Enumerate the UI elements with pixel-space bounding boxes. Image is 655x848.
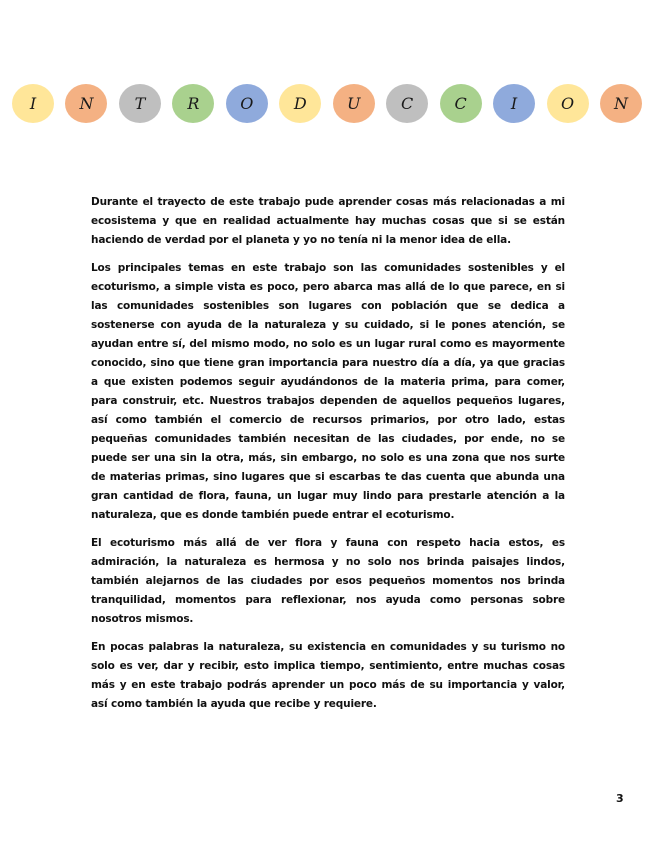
paragraph: El ecoturismo más allá de ver flora y fauna con respeto hacia estos, es admiración, la naturaleza es hermosa y no solo nos brinda paisajes lindos, también alejarnos de las ciudades por esos pequeños momentos nos brinda tranquilidad, momentos para reflexionar, nos ayuda como personas sobre nosotros mismos. (91, 537, 565, 625)
title-letter-circle: U (333, 84, 375, 123)
title-letter-circle: I (12, 84, 54, 123)
title-banner (12, 82, 642, 124)
title-letter-circle: O (547, 84, 589, 123)
page-number: 3 (616, 792, 624, 805)
title-letter-circle: I (493, 84, 535, 123)
body-text (91, 193, 565, 723)
title-letter-circle: N (65, 84, 107, 123)
paragraph: Los principales temas en este trabajo son las comunidades sostenibles y el ecoturismo, a simple vista es poco, pero abarca mas allá de lo que parece, en si las comunidades sostenibles son lugares con población que se dedica a sostenerse con ayuda de la naturaleza y su cuidado, si le pones atención, se ayudan entre sí, del mismo modo, no solo es un lugar rural como es mayormente conocido, sino que tiene gran importancia para nuestro día a día, ya que gracias a que existen podemos seguir ayudándonos de la materia prima, para comer, para construir, etc. Nuestros trabajos dependen de aquellos pequeños lugares, así como también el comercio de recursos primarios, por otro lado, estas pequeñas comunidades también necesitan de las ciudades, por ende, no se puede ser una sin la otra, más, sin embargo, no solo es una zona que nos surte de materias primas, sino lugares que si escarbas te das cuenta que abunda una gran cantidad de flora, fauna, un lugar muy lindo para prestarle atención a la naturaleza, que es donde también puede entrar el ecoturismo. (91, 262, 565, 521)
title-letter-circle: R (172, 84, 214, 123)
paragraph: En pocas palabras la naturaleza, su existencia en comunidades y su turismo no solo es ver, dar y recibir, esto implica tiempo, sentimiento, entre muchas cosas más y en este trabajo podrás aprender un poco más de su importancia y valor, así como también la ayuda que recibe y requiere. (91, 641, 565, 710)
title-letter-circle: C (386, 84, 428, 123)
title-letter-circle: T (119, 84, 161, 123)
title-letter-circle: D (279, 84, 321, 123)
title-letter-circle: O (226, 84, 268, 123)
title-letter-circle: N (600, 84, 642, 123)
title-letter-circle: C (440, 84, 482, 123)
paragraph: Durante el trayecto de este trabajo pude aprender cosas más relacionadas a mi ecosistema y que en realidad actualmente hay muchas cosas que si se están haciendo de verdad por el planeta y yo no tenía ni la menor idea de ella. (91, 196, 565, 246)
